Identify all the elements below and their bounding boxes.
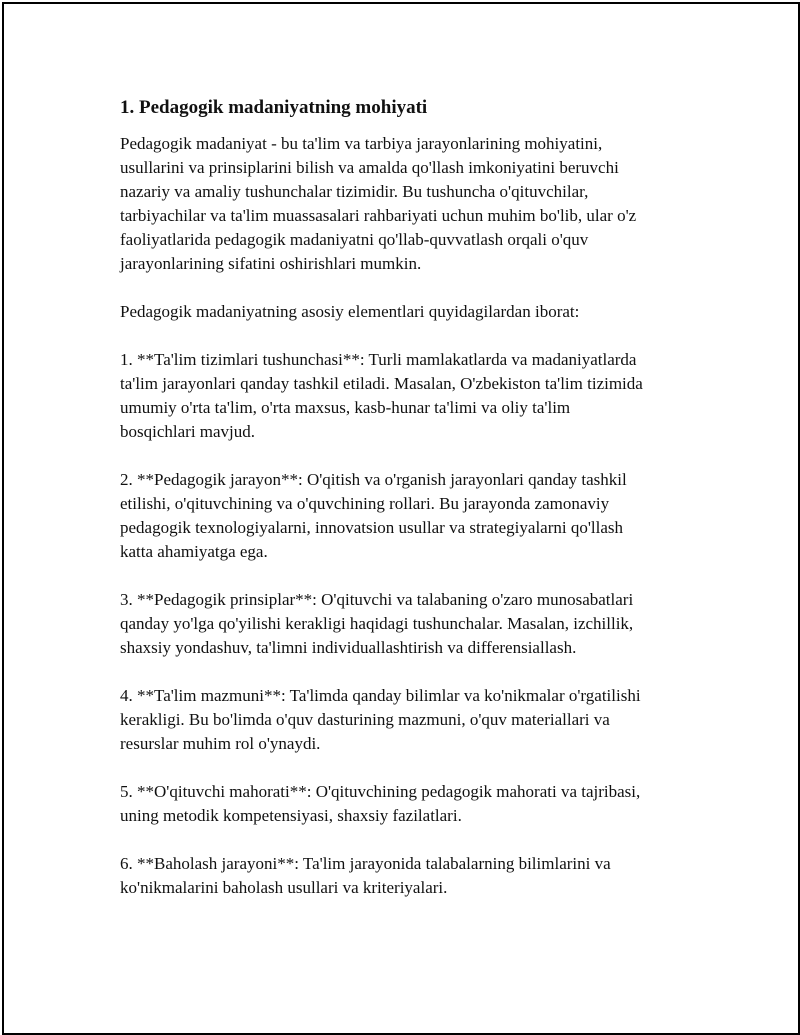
text-line: uning metodik kompetensiyasi, shaxsiy fazilatlari. — [120, 806, 462, 825]
section-title: 1. Pedagogik madaniyatning mohiyati — [120, 97, 428, 118]
text-line: umumiy o'rta ta'lim, o'rta maxsus, kasb-hunar ta'limi va oliy ta'lim — [120, 398, 571, 417]
text-line: 5. **O'qituvchi mahorati**: O'qituvchining pedagogik mahorati va tajribasi, — [120, 782, 641, 801]
list-item-5 — [120, 780, 720, 828]
text-line: katta ahamiyatga ega. — [120, 542, 268, 561]
text-line: Pedagogik madaniyatning asosiy elementlari quyidagilardan iborat: — [120, 302, 580, 321]
document-content — [120, 96, 720, 924]
text-line: 3. **Pedagogik prinsiplar**: O'qituvchi va talabaning o'zaro munosabatlari — [120, 590, 634, 609]
text-line: shaxsiy yondashuv, ta'limni individuallashtirish va differensiallash. — [120, 638, 577, 657]
text-line: kerakligi. Bu bo'limda o'quv dasturining mazmuni, o'quv materiallari va — [120, 710, 610, 729]
text-line: Pedagogik madaniyat - bu ta'lim va tarbiya jarayonlarining mohiyatini, — [120, 134, 603, 153]
text-line: etilishi, o'qituvchining va o'quvchining rollari. Bu jarayonda zamonaviy — [120, 494, 610, 513]
text-line: 1. **Ta'lim tizimlari tushunchasi**: Turli mamlakatlarda va madaniyatlarda — [120, 350, 637, 369]
text-line: nazariy va amaliy tushunchalar tizimidir. Bu tushuncha o'qituvchilar, — [120, 182, 589, 201]
text-line: tarbiyachilar va ta'lim muassasalari rahbariyati uchun muhim bo'lib, ular o'z — [120, 206, 637, 225]
list-item-6 — [120, 852, 720, 900]
list-item-1 — [120, 348, 720, 444]
text-line: 2. **Pedagogik jarayon**: O'qitish va o'rganish jarayonlari qanday tashkil — [120, 470, 627, 489]
list-item-4 — [120, 684, 720, 756]
text-line: bosqichlari mavjud. — [120, 422, 256, 441]
text-line: 4. **Ta'lim mazmuni**: Ta'limda qanday bilimlar va ko'nikmalar o'rgatilishi — [120, 686, 641, 705]
text-line: jarayonlarining sifatini oshirishlari mumkin. — [120, 254, 422, 273]
text-line: pedagogik texnologiyalarni, innovatsion usullar va strategiyalarni qo'llash — [120, 518, 624, 537]
text-line: 6. **Baholash jarayoni**: Ta'lim jarayonida talabalarning bilimlarini va — [120, 854, 611, 873]
elements-intro-paragraph — [120, 300, 720, 324]
list-item-3 — [120, 588, 720, 660]
text-line: ta'lim jarayonlari qanday tashkil etiladi. Masalan, O'zbekiston ta'lim tizimida — [120, 374, 643, 393]
intro-paragraph — [120, 132, 720, 276]
list-item-2 — [120, 468, 720, 564]
document-page — [2, 2, 800, 1035]
text-line: faoliyatlarida pedagogik madaniyatni qo'llab-quvvatlash orqali o'quv — [120, 230, 589, 249]
text-line: qanday yo'lga qo'yilishi kerakligi haqidagi tushunchalar. Masalan, izchillik, — [120, 614, 634, 633]
text-line: ko'nikmalarini baholash usullari va kriteriyalari. — [120, 878, 448, 897]
text-line: resurslar muhim rol o'ynaydi. — [120, 734, 321, 753]
text-line: usullarini va prinsiplarini bilish va amalda qo'llash imkoniyatini beruvchi — [120, 158, 619, 177]
